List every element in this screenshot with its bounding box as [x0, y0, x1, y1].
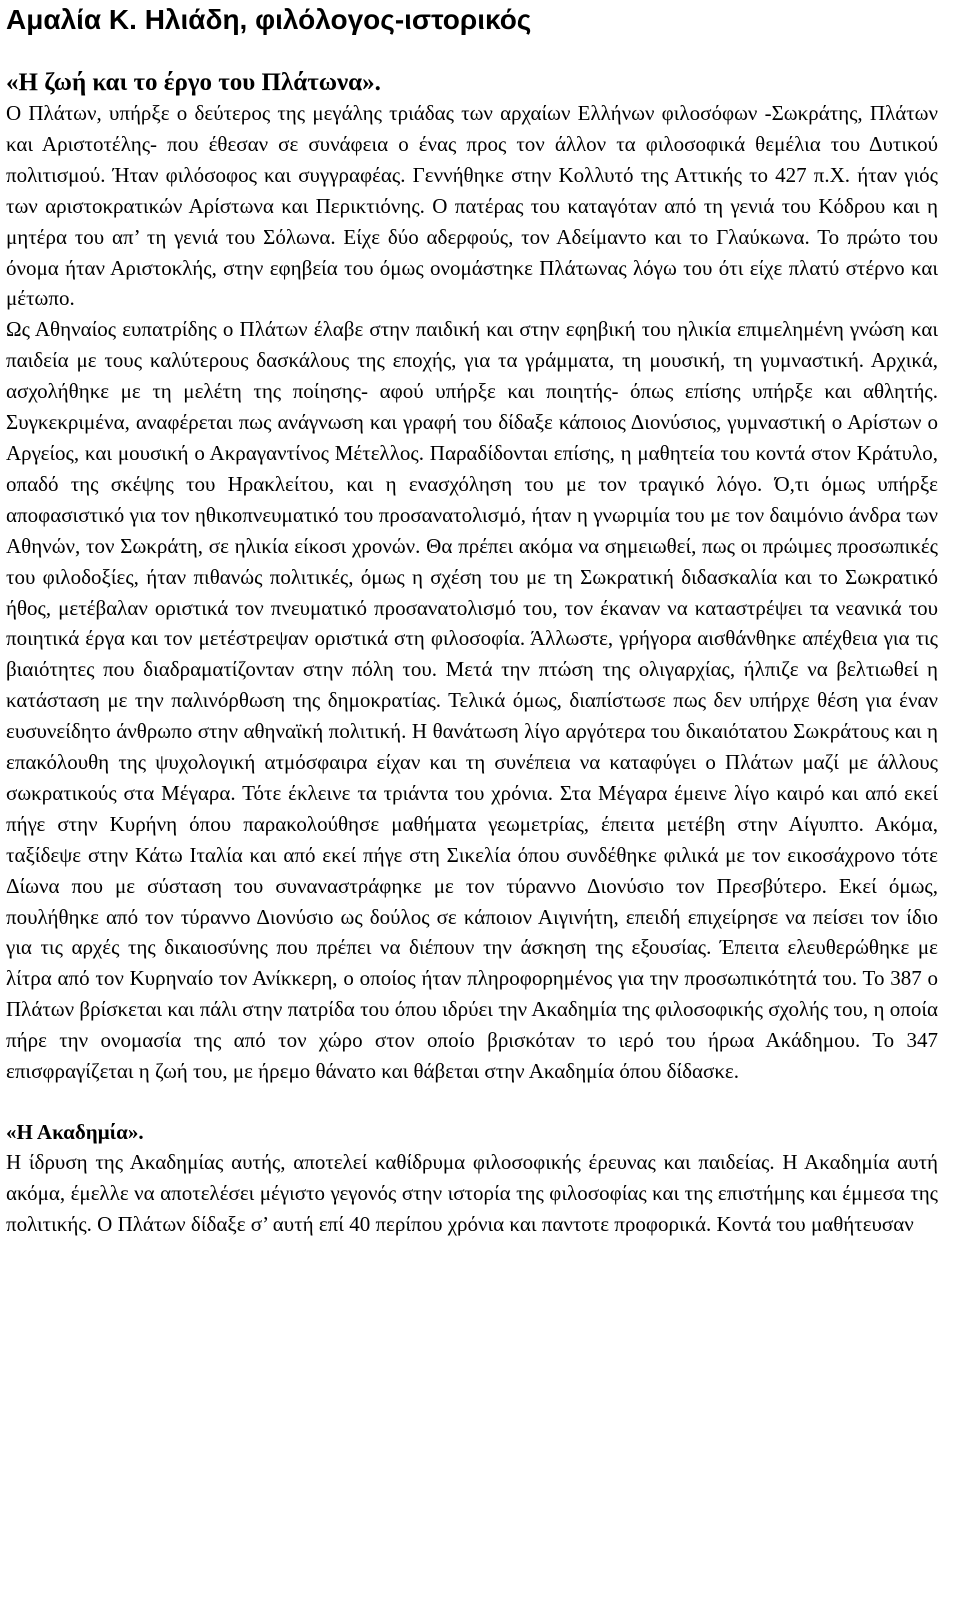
section-title-academy: «Η Ακαδημία». — [6, 1120, 144, 1144]
section-title-life-and-work: «Η ζωή και το έργο του Πλάτωνα». — [6, 69, 381, 96]
document-page — [6, 0, 938, 1240]
author-line: Αμαλία Κ. Ηλιάδη, φιλόλογος-ιστορικός — [6, 4, 532, 35]
paragraph: Ο Πλάτων, υπήρξε ο δεύτερος της μεγάλης τριάδας των αρχαίων Ελλήνων φιλοσόφων -Σωκράτης, Πλάτων και Αριστοτέλης- που έθεσαν σε συνάφεια ο ένας προς τον άλλον τα φιλοσοφικά θεμέλια του Δυτικού πολιτισμού. Ήταν φιλόσοφος και συγγραφέας. Γεννήθηκε στην Κολλυτό της Αττικής το 427 π.Χ. ήταν γιός των αριστοκρατικών Αρίστωνα και Περικτιόνης. Ο πατέρας του καταγόταν από τη γενιά του Κόδρου και η μητέρα του απ’ τη γενιά του Σόλωνα. Είχε δύο αδερφούς, τον Αδείμαντο και το Γλαύκωνα. Το πρώτο του όνομα ήταν Αριστοκλής, στην εφηβεία του όμως ονομάστηκε Πλάτωνας λόγω του ότι είχε πλατύ στέρνο και μέτωπο. — [6, 101, 938, 311]
paragraph: Ως Αθηναίος ευπατρίδης ο Πλάτων έλαβε στην παιδική και στην εφηβική του ηλικία επιμελημένη γνώση και παιδεία με τους καλύτερους δασκάλους της εποχής, για τα γράμματα, τη μουσική, τη γυμναστική. Αρχικά, ασχολήθηκε με τη μελέτη της ποίησης- αφού υπήρξε και ποιητής- όπως επίσης υπήρξε και αθλητής. Συγκεκριμένα, αναφέρεται πως ανάγνωση και γραφή του δίδαξε κάποιος Διονύσιος, γυμναστική ο Αρίστων ο Αργείος, και μουσική ο Ακραγαντίνος Μέτελλος. Παραδίδονται επίσης, η μαθητεία του κοντά στον Κράτυλο, οπαδό της σκέψης του Ηρακλείτου, και η ενασχόληση του με τον τραγικό λόγο. Ό,τι όμως υπήρξε αποφασιστικό για τον ηθικοπνευματικό του προσανατολισμό, ήταν η γνωριμία του με τον δαιμόνιο άνδρα των Αθηνών, τον Σωκράτη, σε ηλικία είκοσι χρονών. Θα πρέπει ακόμα να σημειωθεί, πως οι πρώιμες προσωπικές του φιλοδοξίες, ήταν πιθανώς πολιτικές, όμως η σχέση του με τη Σωκρατική διδασκαλία και το Σωκρατικό ήθος, μετέβαλαν οριστικά τον πνευματικό προσανατολισμό του, τον έκαναν να καταστρέψει τα νεανικά του ποιητικά έργα και τον μετέστρεψαν οριστικά στη φιλοσοφία. Άλλωστε, γρήγορα αισθάνθηκε απέχθεια για τις βιαιότητες που διαδραματίζονταν στην πόλη του. Μετά την πτώση της ολιγαρχίας, ήλπιζε να βελτιωθεί η κατάσταση με την παλινόρθωση της δημοκρατίας. Τελικά όμως, διαπίστωσε πως δεν υπήρχε θέση για έναν ευσυνείδητο άνθρωπο στην αθηναϊκή πολιτική. Η θανάτωση λίγο αργότερα του δικαιότατου Σωκράτους και η επακόλουθη της ψυχολογική ατμόσφαιρα είχαν και τη συνέπεια να καταφύγει ο Πλάτων μαζί με άλλους σωκρατικούς στα Μέγαρα. Τότε έκλεινε τα τριάντα του χρόνια. Στα Μέγαρα έμεινε λίγο καιρό και από εκεί πήγε στην Κυρήνη όπου παρακολούθησε μαθήματα γεωμετρίας, έπειτα μετέβη στην Αίγυπτο. Ακόμα, ταξίδεψε στην Κάτω Ιταλία και από εκεί πήγε στη Σικελία όπου συνδέθηκε φιλικά με τον εικοσάχρονο τότε Δίωνα που με σύσταση του συναναστράφηκε με τον τύραννο Διονύσιο τον Πρεσβύτερο. Εκεί όμως, πουλήθηκε από τον τύραννο Διονύσιο ως δούλος σε κάποιον Αιγινήτη, επειδή επιχείρησε να πείσει τον ίδιο για τις αρχές της δικαιοσύνης που πρέπει να διέπουν την άσκηση της εξουσίας. Έπειτα ελευθερώθηκε με λίτρα από τον Κυρηναίο τον Ανίκκερη, ο οποίος ήταν πληροφορημένος για την προσωπικότητά του. Το 387 ο Πλάτων βρίσκεται και πάλι στην πατρίδα του όπου ιδρύει την Ακαδημία της φιλοσοφικής σχολής του, η οποία πήρε την ονομασία της από τον χώρο στον οποίο βρισκόταν το ιερό του ήρωα Ακάδημου. Το 347 επισφραγίζεται η ζωή του, με ήρεμο θάνατο και θάβεται στην Ακαδημία όπου δίδασκε. — [6, 317, 938, 1084]
paragraph: Η ίδρυση της Ακαδημίας αυτής, αποτελεί καθίδρυμα φιλοσοφικής έρευνας και παιδείας. Η Ακαδημία αυτή ακόμα, έμελλε να αποτελέσει μέγιστο γεγονός στην ιστορία της φιλοσοφίας και της επιστήμης και έμμεσα της πολιτικής. Ο Πλάτων δίδαξε σ’ αυτή επί 40 περίπου χρόνια και παντοτε προφορικά. Κοντά του μαθήτευσαν — [6, 1150, 938, 1236]
